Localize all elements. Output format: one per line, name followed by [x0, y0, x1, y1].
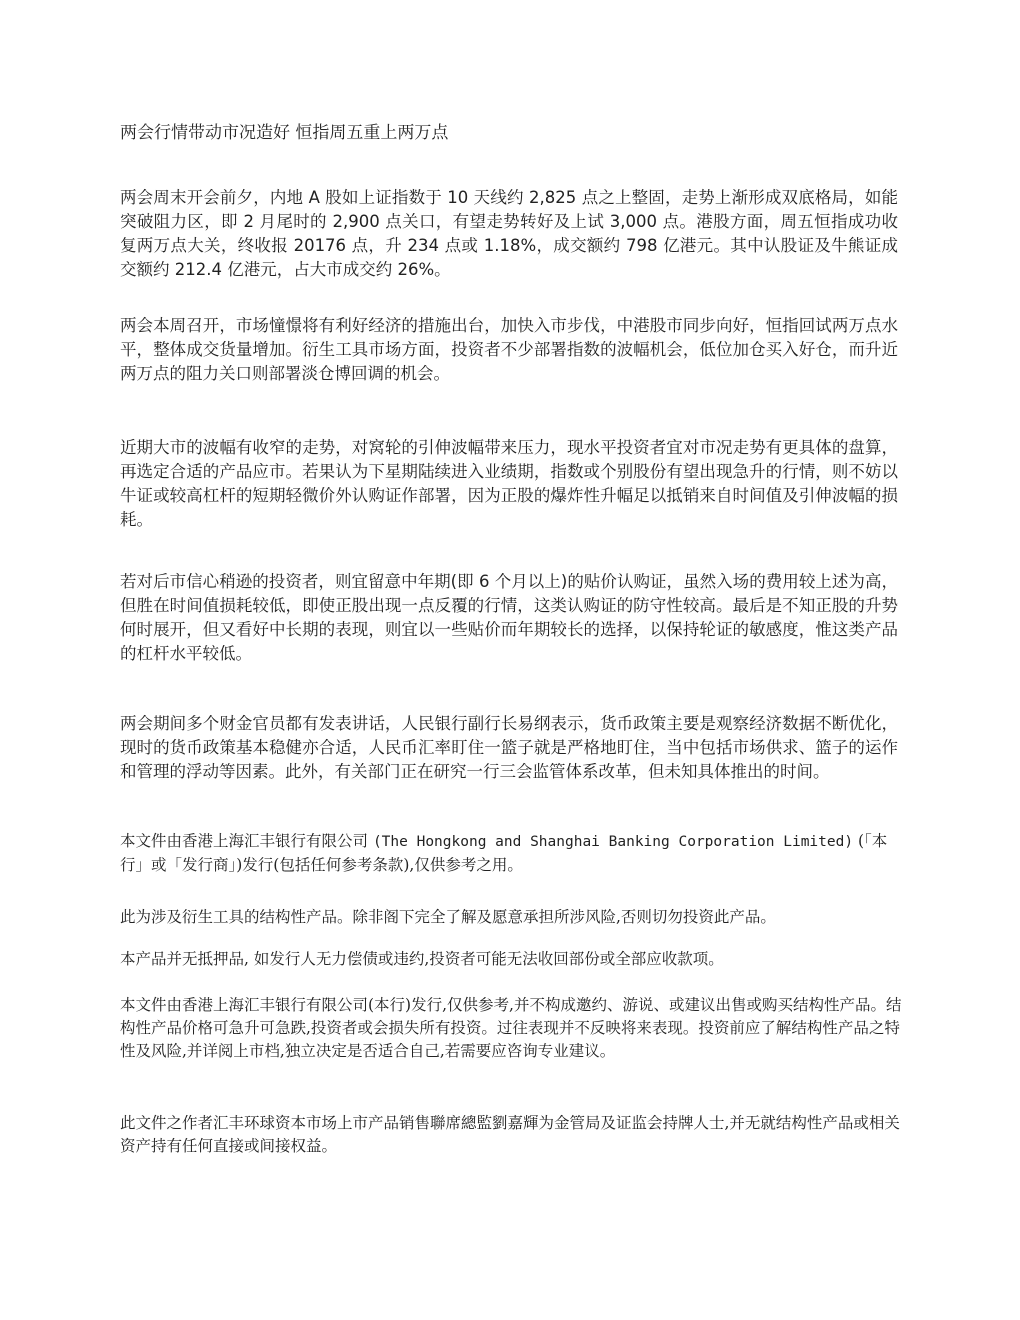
- paragraph-volatility: 近期大市的波幅有收窄的走势，对窝轮的引伸波幅带来压力，现水平投资者宜对市况走势有更具体的盘算，再选定合适的产品应市。若果认为下星期陆续进入业绩期，指数或个别股份有望出现急升的行情，则不妨以牛证或较高杠杆的短期轻微价外认购证作部署，因为正股的爆炸性升幅足以抵销来自时间值及引伸波幅的损耗。: [120, 438, 898, 529]
- disclaimer-no-collateral: 本产品并无抵押品, 如发行人无力偿债或违约,投资者可能无法收回部份或全部应收款项。: [120, 950, 724, 968]
- disclaimer-issuer-suffix: (「本行」或「发行商」)发行(包括任何参考条款),仅供参考之用。: [120, 832, 888, 874]
- paragraph-two-sessions: 两会本周召开，市场憧憬将有利好经济的措施出台，加快入市步伐，中港股市同步向好，恒指回试两万点水平，整体成交货量增加。衍生工具市场方面，投资者不少部署指数的波幅机会，低位加仓买入好仓，而升近两万点的阻力关口则部署淡仓博回调的机会。: [120, 316, 898, 383]
- disclaimer-issuer-prefix: 本文件由香港上海汇丰银行有限公司: [120, 832, 373, 850]
- disclaimer-issuer: [120, 830, 905, 877]
- paragraph-officials: 两会期间多个财金官员都有发表讲话，人民银行副行长易纲表示，货币政策主要是观察经济数据不断优化，现时的货币政策基本稳健亦合适，人民币汇率盯住一篮子就是严格地盯住，当中包括市场供求、篮子的运作和管理的浮动等因素。此外，有关部门正在研究一行三会监管体系改革，但未知具体推出的时间。: [120, 714, 898, 781]
- disclaimer-author: 此文件之作者汇丰环球资本市场上市产品销售聯席總監劉嘉輝为金管局及证监会持牌人士,并无就结构性产品或相关资产持有任何直接或间接权益。: [120, 1114, 900, 1155]
- disclaimer-issuer-english: (The Hongkong and Shanghai Banking Corporation Limited): [372, 834, 854, 850]
- article-title: 两会行情带动市况造好 恒指周五重上两万点: [120, 123, 449, 143]
- paragraph-market-overview: 两会周末开会前夕，内地 A 股如上证指数于 10 天线约 2,825 点之上整固，走势上渐形成双底格局，如能突破阻力区，即 2 月尾时的 2,900 点关口，有望走势转好及上试 3,000 点。港股方面，周五恒指成功收复两万点大关，终收报 20176 点，升 234 点或 1.18%，成交额约 798 亿港元。其中认股证及牛熊证成交额约 212.4 亿港元，占大市成交约 26%。: [120, 188, 898, 279]
- disclaimer-warning: 此为涉及衍生工具的结构性产品。除非阁下完全了解及愿意承担所涉风险,否则切勿投资此产品。: [120, 908, 776, 926]
- disclaimer-reference-only: 本文件由香港上海汇丰银行有限公司(本行)发行,仅供参考,并不构成邀约、游说、或建议出售或购买结构性产品。结构性产品价格可急升可急跌,投资者或会损失所有投资。过往表现并不反映将来表现。投资前应了解结构性产品之特性及风险,并详阅上市档,独立决定是否适合自己,若需要应咨询专业建议。: [120, 996, 902, 1060]
- paragraph-mid-term-warrants: 若对后市信心稍逊的投资者，则宜留意中年期(即 6 个月以上)的贴价认购证，虽然入场的费用较上述为高，但胜在时间值损耗较低，即使正股出现一点反覆的行情，这类认购证的防守性较高。最后是不知正股的升势何时展开，但又看好中长期的表现，则宜以一些贴价而年期较长的选择，以保持轮证的敏感度，惟这类产品的杠杆水平较低。: [120, 572, 898, 663]
